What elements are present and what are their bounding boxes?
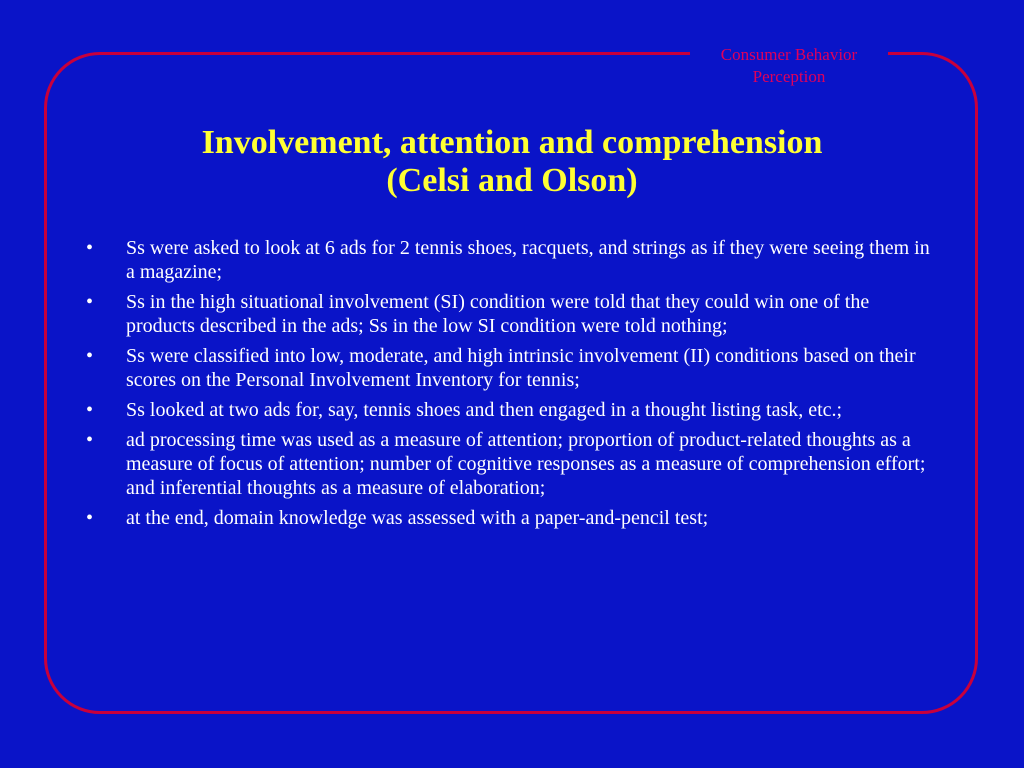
bullet-item [84, 236, 940, 284]
header-tag-line1: Consumer Behavior [720, 45, 858, 64]
title-line2: (Celsi and Olson) [386, 162, 638, 199]
header-tag-line2: Perception [752, 67, 826, 86]
bullet-text: Ss looked at two ads for, say, tennis shoes and then engaged in a thought listing task, etc.; [126, 399, 843, 421]
bullet-text: Ss were asked to look at 6 ads for 2 tennis shoes, racquets, and strings as if they were seeing them in a magazine; [126, 237, 930, 283]
bullet-item [84, 428, 940, 500]
slide-title [60, 124, 964, 200]
bullet-item [84, 290, 940, 338]
bullet-dot-icon: • [86, 399, 94, 421]
title-line1: Involvement, attention and comprehension [201, 124, 823, 161]
bullet-text: at the end, domain knowledge was assessed with a paper-and-pencil test; [126, 507, 709, 529]
bullet-dot-icon: • [86, 237, 94, 259]
bullet-text: ad processing time was used as a measure of attention; proportion of product-related thoughts as a measure of focus of attention; number of cognitive responses as a measure of comprehension effort; and inferential thoughts as a measure of elaboration; [126, 429, 926, 499]
bullet-dot-icon: • [86, 507, 94, 529]
bullet-text: Ss were classified into low, moderate, and high intrinsic involvement (II) conditions based on their scores on the Personal Involvement Inventory for tennis; [126, 345, 916, 391]
bullet-item [84, 398, 940, 422]
bullet-item [84, 506, 940, 530]
bullet-dot-icon: • [86, 345, 94, 367]
bullet-text: Ss in the high situational involvement (SI) condition were told that they could win one of the products described in the ads; Ss in the low SI condition were told nothing; [126, 291, 870, 337]
bullet-dot-icon: • [86, 291, 94, 313]
bullet-item [84, 344, 940, 392]
bullet-list [84, 236, 940, 536]
header-tag [690, 44, 888, 88]
bullet-dot-icon: • [86, 429, 94, 451]
